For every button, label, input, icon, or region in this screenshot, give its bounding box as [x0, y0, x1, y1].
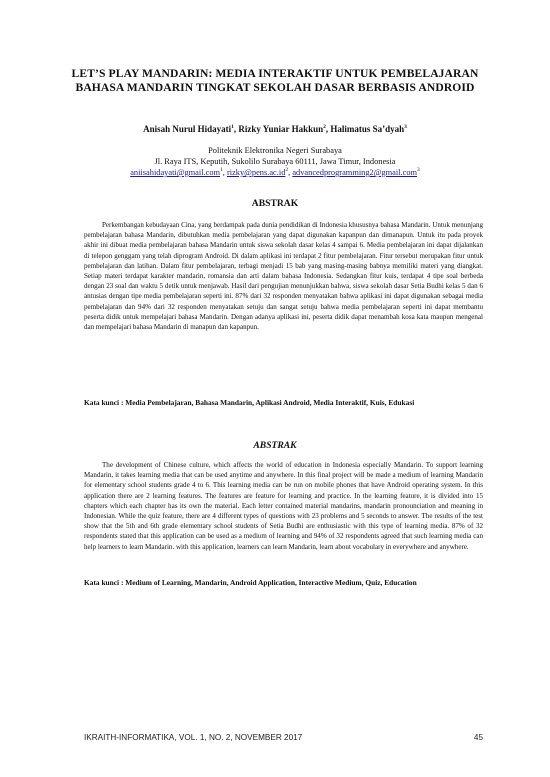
author-sup: 1	[231, 124, 234, 130]
page-number: 45	[473, 733, 483, 742]
author-name: Halimatus Sa’dyah	[330, 124, 405, 134]
journal-info: IKRAITH-INFORMATIKA, VOL. 1, NO. 2, NOVEMBER 2017	[84, 733, 303, 742]
author-sup: 2	[323, 124, 326, 130]
institution: Politeknik Elektronika Negeri Surabaya	[208, 146, 342, 155]
abstrak-text: Perkembangan kebudayaan Cina, yang berdampak pada dunia pendidikan di Indonesia khususnya bahasa Mandarin. Untuk menunjang pembelajaran bahasa Mandarin, dibutuhkan media pembelajaran yang dapat digunakan kapanpun dan dimanapun. Untuk itu pada proyek akhir ini dibuat media pembelajaran bahasa Mandarin untuk siswa sekolah dasar kelas 4 sampai 6. Media pembelajaran ini dapat dijalankan di telepon genggam yang telah diprogram Android. Di dalam aplikasi ini terdapat 2 fitur pembelajaran. Fitur tersebut merupakan fitur untuk pembelajaran dan latihan. Dalam fitur pembelajaran, terbagi menjadi 15 bab yang masing-masing babnya memiliki materi yang diangkat. Setiap materi terdapat karakter mandarin, romansia dan arti dalam bahasa Indonesia. Sedangkan fitur kuis, terdapat 4 tipe soal berbeda dengan 23 soal dan waktu 5 detik untuk menjawab. Hasil dari pengujian menunjukkan bahwa, siswa sekolah dasar Setia Budhi kelas 5 dan 6 antusias dengan tipe media pembelajaran seperti ini. 87% dari 32 responden menyatakan bahwa aplikasi ini dapat digunakan sebagai media pembelajaran dan 94% dari 32 responden menyatakan setuju dan sangat setuju bahwa media pembelajaran seperti ini dapat membantu peserta didik untuk mempelajari bahasa Mandarin. Dengan adanya aplikasi ini, peserta didik dapat menambah kosa kata maupun mengenal dan mempelajari bahasa Mandarin di manapun dan kapanpun.	[84, 221, 483, 332]
email-sup: 1	[220, 167, 223, 173]
page-footer	[84, 733, 483, 742]
abstract-heading: ABSTRAK	[253, 440, 297, 451]
author-name: Anisah Nurul Hidayati	[143, 124, 232, 134]
email-list: aniisahidayati@gmail.com$^1$, $rizky@pens.ac.id^2$, advancedprogramming2@gmail.com$^3$	[130, 167, 420, 177]
email-link[interactable]: aniisahidayati@gmail.com	[130, 167, 221, 177]
abstrak-heading: ABSTRAK	[251, 198, 299, 209]
keywords-label: Kata kunci :	[84, 398, 124, 407]
abstrak-keywords	[84, 398, 504, 407]
author-sup: 3	[404, 124, 407, 130]
address: Jl. Raya ITS, Keputih, Sukolilo Surabaya 60111, Jawa Timur, Indonesia	[154, 157, 396, 166]
keywords-label: Kata kunci :	[84, 578, 124, 587]
abstract-keywords	[84, 578, 504, 587]
author-list: Anisah Nurul Hidayati$^1$, Rizky Yuniar Hakkun$^2$, Halimatus Sa’dyah$^3$	[143, 124, 407, 134]
email-sup: 2	[285, 167, 289, 173]
keywords-value: Media Pembelajaran, Bahasa Mandarin, Aplikasi Android, Media Interaktif, Kuis, Edukasi	[125, 398, 415, 407]
email-link[interactable]: rizky@pens.ac.id	[226, 167, 286, 177]
email-sup: 3	[417, 167, 420, 173]
abstract-text: The development of Chinese culture, which affects the world of education in Indonesia especially Mandarin. To support learning Mandarin, it takes learning media that can be used anytime and anywhere. In this final project will be made a medium of learning Mandarin for elementary school students grade 4 to 6. This learning media can be run on mobile phones that have Android operating system. In this application there are 2 learning features. The features are feature for learning and practice. In the learning feature, it is divided into 15 chapters which each chapter has its own the material. Each letter contained material mandarins, mandarin pronounciation and meaning in Indonesian. While the quiz feature, there are 4 different types of questions with 23 problems and 5 seconds to answer. The results of the test show that the 5th and 6th grade elementary school students of Setia Budhi are enthusiastic with this type of learning media. 87% of 32 respondents stated that this application can be used as a medium of learning and 94% of 32 respondents agreed that such learning media can help learners to learn Mandarin. with this application, learners can learn Mandarin, learn about vocabulary in everywhere and anywhere.	[84, 461, 483, 551]
author-name: Rizky Yuniar Hakkun	[238, 124, 324, 134]
paper-title: LET’S PLAY MANDARIN: MEDIA INTERAKTIF UNTUK PEMBELAJARAN BAHASA MANDARIN TINGKAT SEKOLAH DASAR BERBASIS ANDROID	[71, 67, 479, 94]
keywords-value: Medium of Learning, Mandarin, Android Application, Interactive Medium, Quiz, Education	[125, 578, 417, 587]
affiliation	[40, 145, 510, 167]
email-link[interactable]: advancedprogramming2@gmail.com	[292, 167, 418, 177]
